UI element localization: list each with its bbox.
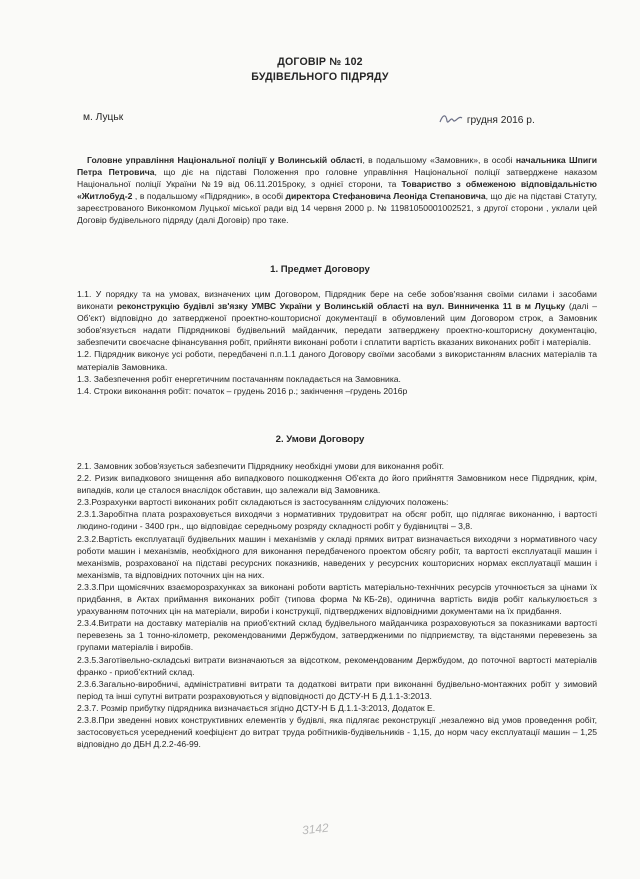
preamble-text-1: , в подальшому «Замовник», в особі	[362, 155, 516, 165]
section-1-body	[77, 288, 597, 397]
preamble	[77, 154, 597, 227]
contract-subtitle: БУДІВЕЛЬНОГО ПІДРЯДУ	[251, 71, 389, 83]
clause-1-1-object: реконструкцію будівлі зв'язку УМВС України у Волинській області на вул. Винниченка 11 в м Луцьку	[116, 301, 566, 312]
clause-1-4: 1.4. Строки виконання робіт: початок – грудень 2016 р.; закінчення –грудень 2016р	[77, 385, 408, 396]
preamble-text-3: , в подальшому «Підрядник», в особі	[132, 191, 286, 202]
contract-title: ДОГОВІР № 102	[277, 56, 363, 68]
section-2-heading: 2. Умови Договору	[275, 434, 365, 445]
clause-2-3-5: 2.3.5.Заготівельно-складські витрати визначаються за відсотком, рекомендованим Держбудом, до поточної вартості матеріалів франко - приоб'єктний склад.	[77, 654, 597, 677]
page-number-mark: 3142	[301, 820, 330, 838]
clause-2-3-4: 2.3.4.Витрати на доставку матеріалів на приоб'єктний склад будівельного майданчика розраховуються за показниками вартості перевезень за 1 тонно-кілометр, рекомендованими Держбудом, затвердженими по підприємству, та відстанями перевезень за групами матеріалів і виробів.	[77, 618, 597, 653]
clause-1-2: 1.2. Підрядник виконує усі роботи, передбачені п.п.1.1 даного Договору своїми засобами з використанням власних матеріалів та матеріалів Замовника.	[77, 349, 597, 372]
contract-place: м. Луцьк	[83, 112, 124, 123]
party2-name: Товариство з обмеженою відповідальністю «Житлобуд-2	[77, 179, 597, 202]
clause-2-3-3: 2.3.3.При щомісячних взаєморозрахунках за виконані роботи вартість матеріально-технічних ресурсів уточнюється за цінами їх придбання, в Актах приймання виконаних робіт (типова форма №КБ-2в), одинична вартість видів робіт калькулюється з урахуванням поточних цін на матеріали, вироби і конструкції, підтверджених відповідними документами на їх придбання.	[77, 581, 597, 617]
clause-1-3: 1.3. Забезпечення робіт енергетичним постачанням покладається на Замовника.	[77, 373, 401, 384]
party1-representative: начальника Шпиги Петра Петровича	[77, 155, 597, 178]
preamble-text-4: , що діє на підставі Статуту, зареєстрованого Виконкомом Луцької міської ради від 14 червня 2000 р. № 11981050001002521, з другої сторони , уклали цей Договір будівельного підряду (далі Договір) про таке.	[77, 191, 598, 226]
contract-date	[438, 112, 535, 126]
clause-2-1: 2.1. Замовник зобов'язується забезпечити Підряднику необхідні умови для виконання робіт.	[77, 461, 444, 471]
clause-2-2: 2.2. Ризик випадкового знищення або випадкового пошкодження Об'єкта до його прийняття Замовником несе Підрядник, крім, випадків, коли це сталося внаслідок обставин, що залежали від Замовника.	[77, 473, 597, 496]
clause-2-3: 2.3.Розрахунки вартості виконаних робіт складаються із застосуванням слідуючих положень:	[77, 497, 449, 508]
clause-2-3-6: 2.3.6.Загально-виробничі, адміністративні витрати та додаткові витрати при виконанні будівельно-монтажних робіт у зимовий період та інші супутні витрати розраховуються у відповідності до ДСТУ-Н Б Д.1.1-3:2013.	[77, 678, 597, 701]
clause-1-1-text: 1.1. У порядку та на умовах, визначених цим Договором, Підрядник бере на себе зобов'язання своїми силами і засобами виконати	[77, 289, 597, 312]
handwritten-day-mark	[438, 112, 464, 126]
clause-2-3-2: 2.3.2.Вартість експлуатації будівельних машин і механізмів у складі прямих витрат визначається виходячи з нормативного часу роботи машин і механізмів, необхідного для виконання передбаченого проектом обсягу робіт, та вартості експлуатації машин і механізмів, розрахованої на підставі ресурсних показників, наведених у ресурсних кошторисних нормах експлуатації машин і механізмів, та відповідних поточних цін на них.	[77, 533, 597, 580]
party1-name: Головне управління Національної поліції у Волинській області	[87, 155, 363, 165]
section-1-heading: 1. Предмет Договору	[270, 264, 370, 275]
section-2-body	[77, 460, 597, 750]
clause-1-1-rest: (далі – Об'єкт) відповідно до затвердженої проектно-кошторисної документації в обумовлений цим Договором строк, а Замовник зобов'язується надати Підрядникові будівельний майданчик, передати затверджену проектно-кошторисну документацію, забезпечити своєчасне фінансування робіт, прийняти виконані роботи і сплатити вартість вказаних виконаних робіт і матеріалів.	[77, 301, 597, 348]
preamble-text-2: , що діє на підставі Положення про головне управління Національної поліції затверджене наказом Національної поліції України №19 від 06.11.2015року, з однієї сторони, та	[77, 167, 597, 190]
party2-representative: директора Стефановича Леоніда Степановича	[285, 191, 486, 202]
clause-2-3-1: 2.3.1.Заробітна плата розраховується виходячи з нормативних трудовитрат на обсяг робіт, що підлягає виконанню, і вартості людино-години - 3400 грн., що відповідає середньому розряду складності робіт у будівництві – 3,8.	[77, 509, 597, 532]
clause-1-1	[77, 288, 597, 348]
clause-2-3-7: 2.3.7. Розмір прибутку підрядника визначається згідно ДСТУ-Н Б Д.1.1-3:2013, Додаток Е.	[77, 702, 436, 713]
contract-date-text: грудня 2016 р.	[466, 115, 535, 126]
clause-2-3-8: 2.3.8.При зведенні нових конструктивних елементів у будівлі, яка підлягає реконструкції ,незалежно від умов проведення робіт, застосовується усереднений коефіцієнт до витрат труда робітників-будівельників - 1,15, до норм часу експлуатації машин – 1,25 відповідно до ДБН Д.2.2-46-99.	[77, 714, 597, 750]
